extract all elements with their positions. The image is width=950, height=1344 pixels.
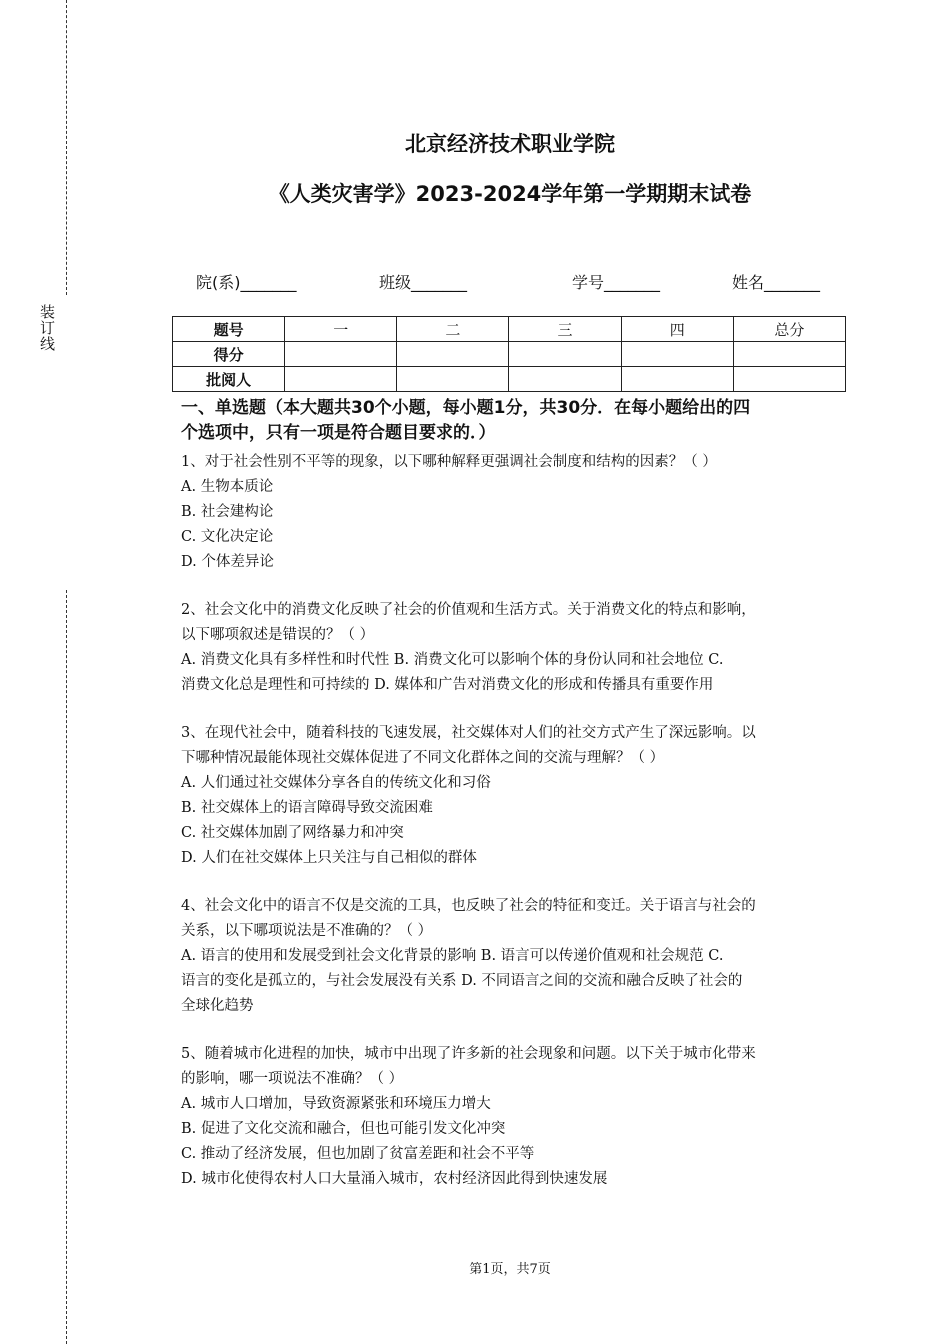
reviewer-cell[interactable] bbox=[285, 367, 397, 392]
reviewer-row-label: 批阅人 bbox=[173, 367, 285, 392]
reviewer-cell[interactable] bbox=[397, 367, 509, 392]
score-cell[interactable] bbox=[285, 342, 397, 367]
question-options[interactable]: A. 语言的使用和发展受到社会文化背景的影响 B. 语言可以传递价值观和社会规范 C. bbox=[181, 948, 724, 964]
question-stem: 3、在现代社会中，随着科技的飞速发展，社交媒体对人们的社交方式产生了深远影响。以 bbox=[181, 725, 756, 741]
option-b[interactable]: B. 社会建构论 bbox=[181, 504, 274, 520]
question-options[interactable]: 消费文化总是理性和可持续的 D. 媒体和广告对消费文化的形成和传播具有重要作用 bbox=[181, 677, 714, 693]
question-stem: 关系，以下哪项说法是不准确的？（ ） bbox=[181, 923, 433, 939]
question-stem: 的影响，哪一项说法不准确？（ ） bbox=[181, 1071, 404, 1087]
question-3 bbox=[181, 721, 841, 871]
reviewer-cell[interactable] bbox=[621, 367, 733, 392]
class-field[interactable]: 班级_______ bbox=[379, 273, 468, 292]
question-options[interactable]: 全球化趋势 bbox=[181, 998, 254, 1014]
student-id-field[interactable]: 学号_______ bbox=[572, 273, 661, 292]
department-field[interactable]: 院(系)_______ bbox=[196, 273, 297, 292]
score-table-header-cell: 三 bbox=[509, 317, 621, 342]
question-stem: 4、社会文化中的语言不仅是交流的工具，也反映了社会的特征和变迁。关于语言与社会的 bbox=[181, 898, 756, 914]
question-4 bbox=[181, 894, 841, 1019]
option-a[interactable]: A. 生物本质论 bbox=[181, 479, 274, 495]
option-c[interactable]: C. 社交媒体加剧了网络暴力和冲突 bbox=[181, 825, 404, 841]
option-c[interactable]: C. 文化决定论 bbox=[181, 529, 274, 545]
score-row-label: 得分 bbox=[173, 342, 285, 367]
score-table-row bbox=[173, 367, 846, 392]
option-b[interactable]: B. 社交媒体上的语言障碍导致交流困难 bbox=[181, 800, 433, 816]
option-d[interactable]: D. 城市化使得农村人口大量涌入城市，农村经济因此得到快速发展 bbox=[181, 1171, 608, 1187]
option-a[interactable]: A. 人们通过社交媒体分享各自的传统文化和习俗 bbox=[181, 775, 491, 791]
question-stem: 1、对于社会性别不平等的现象，以下哪种解释更强调社会制度和结构的因素？（ ） bbox=[181, 454, 717, 470]
school-name: 北京经济技术职业学院 bbox=[405, 132, 615, 156]
question-stem: 2、社会文化中的消费文化反映了社会的价值观和生活方式。关于消费文化的特点和影响， bbox=[181, 602, 756, 618]
section-heading-line: 个选项中，只有一项是符合题目要求的．） bbox=[181, 423, 496, 443]
question-stem: 5、随着城市化进程的加快，城市中出现了许多新的社会现象和问题。以下关于城市化带来 bbox=[181, 1046, 756, 1062]
score-table-header-row bbox=[173, 317, 846, 342]
section-heading-line: 一、单选题（本大题共30个小题，每小题1分，共30分．在每小题给出的四 bbox=[181, 398, 751, 418]
question-5 bbox=[181, 1042, 841, 1192]
score-cell[interactable] bbox=[397, 342, 509, 367]
score-cell[interactable] bbox=[733, 342, 845, 367]
question-2 bbox=[181, 598, 841, 698]
option-a[interactable]: A. 城市人口增加，导致资源紧张和环境压力增大 bbox=[181, 1096, 491, 1112]
score-table-header-cell: 四 bbox=[621, 317, 733, 342]
option-d[interactable]: D. 个体差异论 bbox=[181, 554, 274, 570]
score-table-header-cell: 题号 bbox=[173, 317, 285, 342]
question-1 bbox=[181, 450, 841, 575]
page-footer: 第1页，共7页 bbox=[469, 1262, 551, 1277]
question-options[interactable]: 语言的变化是孤立的，与社会发展没有关系 D. 不同语言之间的交流和融合反映了社会的 bbox=[181, 973, 743, 989]
score-table-header-cell: 二 bbox=[397, 317, 509, 342]
option-d[interactable]: D. 人们在社交媒体上只关注与自己相似的群体 bbox=[181, 850, 477, 866]
question-stem: 下哪种情况最能体现社交媒体促进了不同文化群体之间的交流与理解？（ ） bbox=[181, 750, 665, 766]
name-field[interactable]: 姓名_______ bbox=[732, 273, 821, 292]
reviewer-cell[interactable] bbox=[509, 367, 621, 392]
score-cell[interactable] bbox=[621, 342, 733, 367]
option-b[interactable]: B. 促进了文化交流和融合，但也可能引发文化冲突 bbox=[181, 1121, 506, 1137]
option-c[interactable]: C. 推动了经济发展，但也加剧了贫富差距和社会不平等 bbox=[181, 1146, 535, 1162]
score-table-row bbox=[173, 342, 846, 367]
section-heading bbox=[181, 396, 841, 446]
question-options[interactable]: A. 消费文化具有多样性和时代性 B. 消费文化可以影响个体的身份认同和社会地位 C. bbox=[181, 652, 724, 668]
binding-label: 装订线 bbox=[38, 304, 56, 352]
score-table-header-cell: 总分 bbox=[733, 317, 845, 342]
reviewer-cell[interactable] bbox=[733, 367, 845, 392]
score-table bbox=[172, 316, 846, 392]
score-table-header-cell: 一 bbox=[285, 317, 397, 342]
score-cell[interactable] bbox=[509, 342, 621, 367]
question-section bbox=[181, 396, 841, 1192]
question-stem: 以下哪项叙述是错误的？（ ） bbox=[181, 627, 375, 643]
exam-title: 《人类灾害学》2023-2024学年第一学期期末试卷 bbox=[268, 182, 752, 206]
binding-line-bottom bbox=[66, 590, 67, 1344]
